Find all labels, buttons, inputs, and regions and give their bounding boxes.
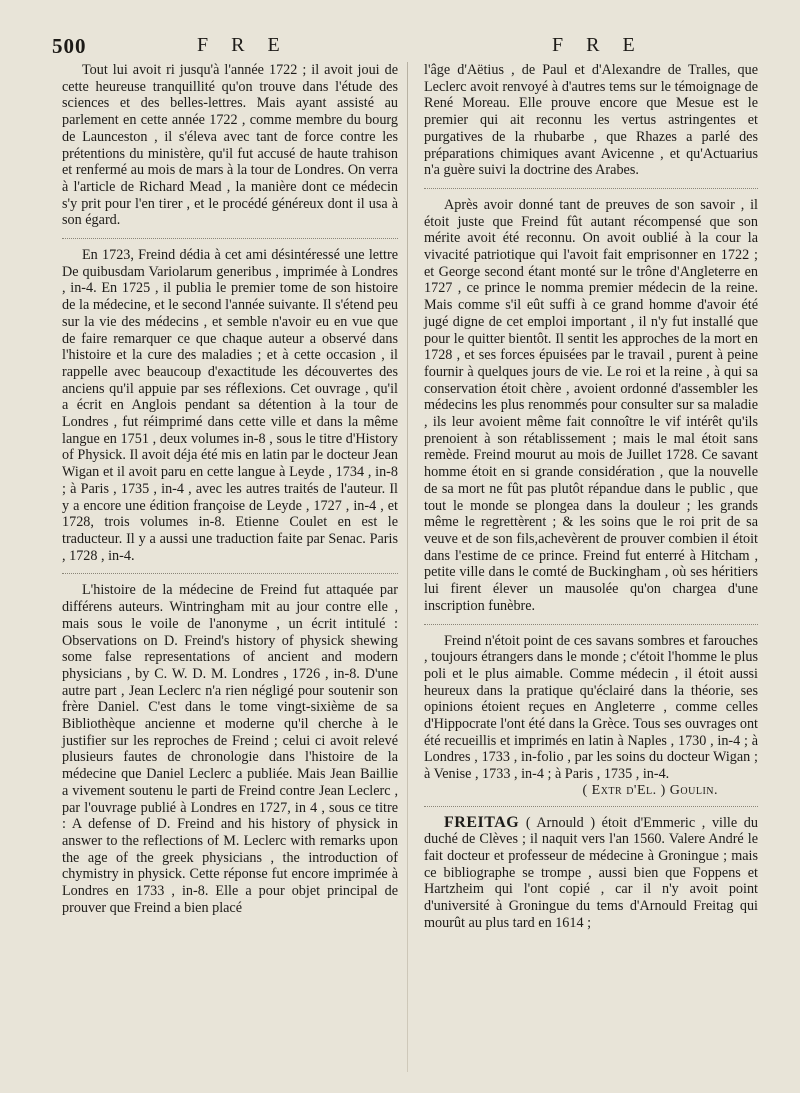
running-head-right: F R E xyxy=(552,34,644,56)
page-header xyxy=(52,34,764,60)
paragraph-divider xyxy=(62,573,398,574)
paragraph-works-history: En 1723, Freind dédia à cet ami désintéressé une lettre De quibusdam Variolarum generibus , imprimée à Londres , in-4. En 1725 , il publia le premier tome de son histoire de la médecine, et le second l'année suivante. Il s'étend peu sur la vie des médecins , et semble n'avoir eu en vue que de faire remarquer ce que chaque auteur a observé dans l'histoire et la cure des maladies ; et à cette occasion , il rappelle avec beaucoup d'exactitude les découvertes des anciens qu'il appuie par ses réflexions. Cet ouvrage , qu'il a écrit en Anglois pendant sa détention à la tour de Londres , fut réimprimé dans cette ville et dans la même langue en 1751 , deux volumes in-8 , sous le titre d'History of Physick. Il avoit déja été mis en latin par le docteur Jean Wigan et il avoit paru en cette langue à Leyde , 1734 , in-8 ; à Paris , 1735 , in-4 , avec les autres traités de l'auteur. Il y a encore une édition françoise de Leyde , 1727 , in-4 , et 1728, trois volumes in-8. Etienne Coulet en est le traducteur. Il y a aussi une traduction faite par Senac. Paris , 1728 , in-4. xyxy=(62,247,398,564)
entry-freitag xyxy=(424,815,758,932)
paragraph-character: Freind n'étoit point de ces savans sombres et farouches , toujours étrangers dans le monde ; c'étoit l'homme le plus poli et le plus aimable. Comme médecin , il étoit aussi heureux dans la pratique qu'éclairé dans la théorie, ses opinions étoient reçues en Angleterre , comme celles d'Hippocrate l'ont été dans la Grèce. Tous ses ouvrages ont été recueillis et imprimés en latin à Naples , 1730 , in-4 ; à Londres , 1733 , in-folio , par les soins du docteur Wigan ; à Venise , 1733 , in-4 ; à Paris , 1735 , in-4. xyxy=(424,632,758,783)
paragraph-divider xyxy=(424,624,758,625)
paragraph-divider xyxy=(424,188,758,189)
entry-headword: FREITAG xyxy=(444,813,520,831)
paragraph-honours-death: Après avoir donné tant de preuves de son savoir , il étoit juste que Freind fût autant récompensé que son mérite avoit été reconnu. On avoit oublié à la cour la vivacité patriotique qui l'avoit fait emprisonner en 1722 ; et George second étant monté sur le trône d'Angleterre en 1727 , ce prince le nomma premier médecin de la reine. Mais comme s'il eût suffi à ce grand homme d'avoir été jugé digne de cet emploi important , il n'y fut installé que pour le quitter bientôt. Il sentit les approches de la mort en 1728 , et ses forces épuisées par le travail , purent à peine fournir à quelques jours de vie. Le roi et la reine , à qui sa conservation étoit chère , avoient ordonné d'assembler les médecins les plus renommés pour consulter sur sa maladie , ils leur avoient même fait connoître le vif intérêt qu'ils prenoient à son rétablissement ; mais le mal étoit sans remède. Freind mourut au mois de Juillet 1728. Ce savant homme étoit en si grande considération , que la nouvelle de sa mort ne fût pas plutôt répandue dans le public , que tout le monde se plongea dans la douleur ; les grands même le regrettèrent ; & les soins que le roi prit de sa veuve et de son fils,achevèrent de prouver combien il étoit dans l'estime de ce prince. Freind fut enterré à Hitcham , petite ville dans le comté de Buckingham , où ses héritiers lui firent élever un mausolée qu'on chargea d'une inscription funèbre. xyxy=(424,196,758,614)
paragraph-imprisonment: Tout lui avoit ri jusqu'à l'année 1722 ; il avoit joui de cette heureuse tranquillité qu'on trouve dans l'étude des sciences et des belles-lettres. Mais ayant assisté au parlement en cette année 1722 , comme membre du bourg de Launceston , il s'éleva avec tant de force contre les prétentions du ministère, qu'il fut accusé de haute trahison et renfermé au mois de mars à la tour de Londres. On verra à l'article de Richard Mead , la manière dont ce médecin s'y prit pour l'en tirer , et le procédé généreux dont il usa à son égard. xyxy=(62,62,398,229)
source-citation: ( Extr d'El. ) Goulin. xyxy=(582,782,718,798)
paragraph-divider xyxy=(62,238,398,239)
column-separator xyxy=(407,62,408,1072)
entry-text: ( Arnould ) étoit d'Emmeric , ville du duché de Clèves ; il naquit vers l'an 1560. Valere André le fait docteur et professeur de médecine à Groningue ; mais ce bibliographe se trompe , aussi bien que Foppens et Hartzheim qui l'ont copié , car il n'y avoit point d'université à Groningue du tems d'Arnould Freitag qui mourût au plus tard en 1614 ; xyxy=(424,814,758,931)
paragraph-critics: L'histoire de la médecine de Freind fut attaquée par différens auteurs. Wintringham mit au jour contre elle , mais sous le voile de l'anonyme , un écrit intitulé : Observations on D. Freind's history of physick shewing some false representations of ancient and modern physicians , by C. W. D. M. Londres , 1726 , in-8. D'une autre part , Jean Leclerc n'a rien négligé pour soutenir son frère Daniel. C'est dans le tome vingt-sixième de sa Bibliothèque ancienne et moderne qu'il cherche à le justifier sur les reproches de Freind ; celui ci avoit relevé plusieurs fautes de chronologie dans l'histoire de la médecine que Daniel Leclerc a publiée. Mais Jean Baillie a vivement soutenu le parti de Freind contre Jean Leclerc , par l'ouvrage publié à Londres en 1727, in 4 , sous ce titre : A defense of D. Freind and his history of physick in answer to the reflections of M. Leclerc with remarks upon the age of the greek physicians , the introduction of chymistry in physick. Cette réponse fut encore imprimée à Londres en 1733 , in-8. Elle a pour objet principal de prouver que Freind a bien placé xyxy=(62,582,398,916)
left-column xyxy=(62,62,398,925)
page-number: 500 xyxy=(52,34,87,58)
running-head-left: F R E xyxy=(197,34,289,56)
paragraph-continuation: l'âge d'Aëtius , de Paul et d'Alexandre de Tralles, que Leclerc avoit renvoyé à d'autres tems sur le témoignage de René Moreau. Elle prouve encore que Mesue est le premier qui ait reconnu les vertus astringentes et purgatives de la rhubarbe , que Rhazes a parlé des préparations chimiques avant Avicenne , et qu'Actuarius n'a guère suivi la doctrine des Arabes. xyxy=(424,62,758,179)
right-column xyxy=(424,62,758,940)
entry-divider xyxy=(424,806,758,807)
